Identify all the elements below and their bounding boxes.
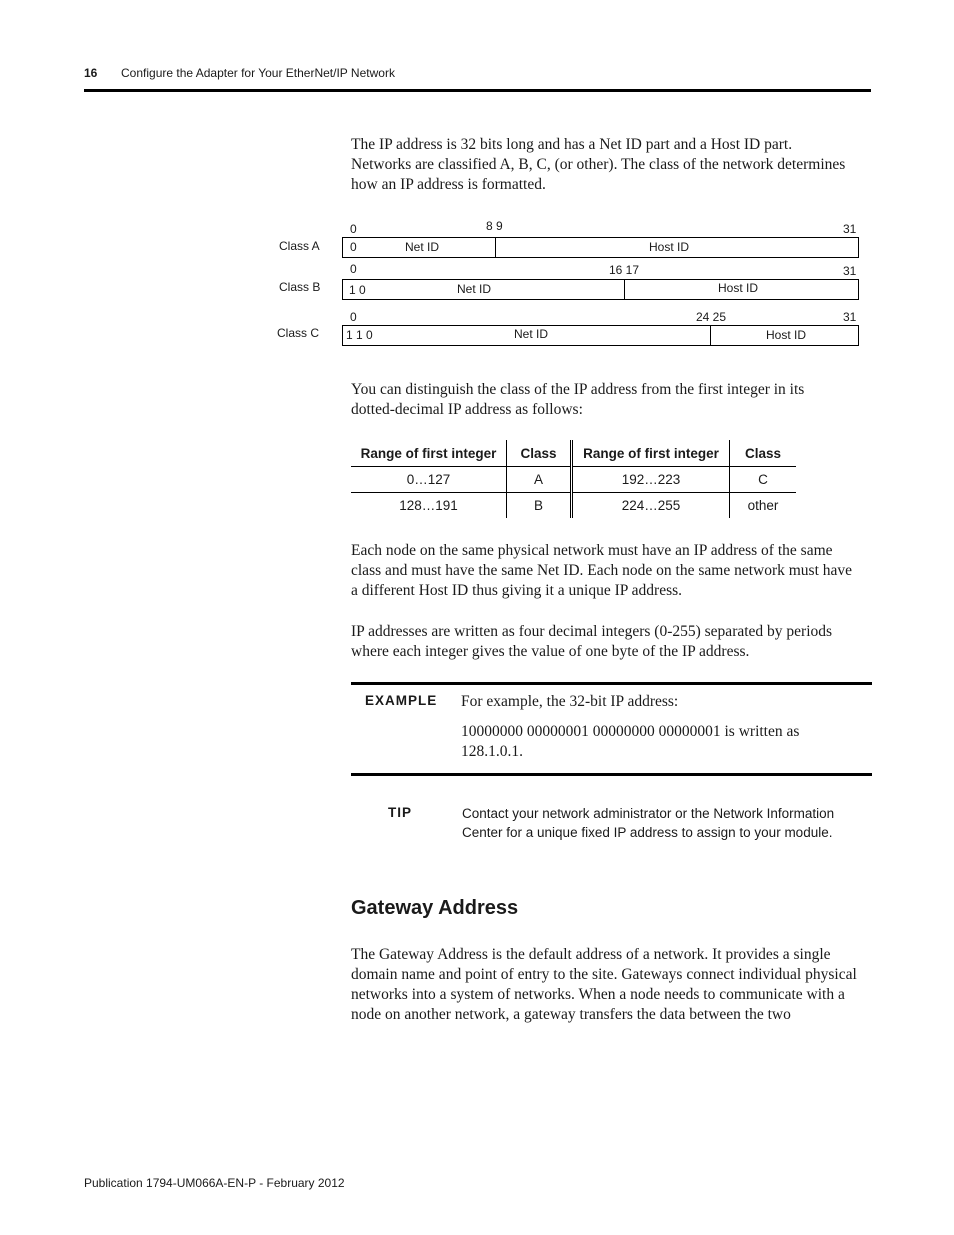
class-a-bit-field	[342, 237, 859, 258]
class-c-prefix: 1 1 0	[346, 328, 373, 342]
distinguish-paragraph	[351, 380, 871, 420]
text-line: The IP address is 32 bits long and has a Net ID part and a Host ID part.	[351, 136, 793, 153]
class-c-bit-field	[342, 325, 859, 346]
class-b-divider	[624, 280, 625, 299]
text-line: a different Host ID thus giving it a unique IP address.	[351, 582, 683, 599]
text-line: IP addresses are written as four decimal integers (0-255) separated by periods	[351, 623, 833, 640]
text-line: Networks are classified A, B, C, (or other). The class of the network determines	[351, 156, 846, 173]
page-number: 16	[84, 66, 98, 80]
class-c-divider	[710, 326, 711, 345]
table-row	[351, 467, 796, 493]
class-c-end-bit: 31	[843, 310, 857, 324]
text-line: where each integer gives the value of one byte of the IP address.	[351, 643, 750, 660]
table-cell: A	[507, 467, 572, 493]
text-line: Center for a unique fixed IP address to assign to your module.	[462, 825, 833, 840]
class-c-start-bit: 0	[350, 310, 357, 324]
class-a-host-id: Host ID	[649, 240, 690, 254]
running-header-title: Configure the Adapter for Your EtherNet/IP Network	[121, 66, 395, 80]
class-a-divider	[495, 238, 496, 257]
column-header: Range of first integer	[351, 440, 507, 467]
text-line: The Gateway Address is the default address of a network. It provides a single	[351, 946, 831, 963]
class-b-bit-field	[342, 279, 859, 300]
table-header-row	[351, 440, 796, 467]
class-a-prefix: 0	[350, 240, 357, 254]
tip-text	[462, 804, 862, 842]
text-line: node on another network, a gateway transfers the data between the two	[351, 1006, 791, 1023]
class-b-start-bit: 0	[350, 262, 357, 276]
class-b-host-id: Host ID	[718, 281, 759, 295]
node-paragraph	[351, 541, 871, 601]
table-cell: other	[747, 498, 779, 513]
column-header: Class	[507, 440, 572, 467]
class-a-end-bit: 31	[843, 222, 857, 236]
publication-footer: Publication 1794-UM066A-EN-P - February 2012	[84, 1176, 345, 1190]
ip-class-diagram	[0, 0, 954, 360]
tip-label: TIP	[388, 805, 413, 820]
text-line: You can distinguish the class of the IP address from the first integer in its	[351, 381, 805, 398]
text-line: networks into a system of networks. When a node needs to communicate with a	[351, 986, 845, 1003]
class-b-prefix: 1 0	[349, 283, 366, 297]
text-line: class and must have the same Net ID. Each node on the same network must have	[351, 562, 853, 579]
table-cell: B	[507, 493, 572, 519]
section-heading: Gateway Address	[351, 897, 519, 919]
text-line: Contact your network administrator or the Network Information	[462, 806, 835, 821]
class-b-boundary-bits: 16 17	[609, 263, 640, 277]
column-header: Class	[730, 440, 797, 467]
class-c-label: Class C	[277, 326, 320, 340]
table-cell: 192…223	[572, 467, 730, 493]
class-a-boundary-bits: 8 9	[486, 219, 503, 233]
text-line: Each node on the same physical network must have an IP address of the same	[351, 542, 833, 559]
table-cell: 128…191	[351, 493, 507, 519]
example-label: EXAMPLE	[365, 693, 438, 708]
class-a-net-id: Net ID	[405, 240, 440, 254]
example-bottom-rule	[351, 773, 872, 776]
class-b-end-bit: 31	[843, 264, 857, 278]
example-line-2: 10000000 00000001 00000000 00000001 is written as	[461, 723, 800, 740]
class-c-net-id: Net ID	[514, 327, 549, 341]
example-line-1: For example, the 32-bit IP address:	[461, 693, 679, 710]
example-top-rule	[351, 682, 872, 685]
text-line: domain name and point of entry to the site. Gateways connect individual physical	[351, 966, 857, 983]
table-cell: 224…255	[572, 493, 730, 519]
example-line-3: 128.1.0.1.	[461, 743, 523, 760]
class-b-net-id: Net ID	[457, 282, 492, 296]
text-line: dotted-decimal IP address as follows:	[351, 401, 583, 418]
class-c-boundary-bits: 24 25	[696, 310, 727, 324]
ip-format-paragraph	[351, 622, 871, 662]
class-c-host-id: Host ID	[766, 328, 807, 342]
class-b-label: Class B	[279, 280, 321, 294]
table-cell: 0…127	[351, 467, 507, 493]
class-range-table	[351, 440, 796, 518]
table-row	[351, 493, 796, 519]
table-cell: C	[730, 467, 797, 493]
text-line: how an IP address is formatted.	[351, 176, 546, 193]
class-a-start-bit: 0	[350, 222, 357, 236]
class-a-label: Class A	[279, 239, 320, 253]
gateway-paragraph	[351, 945, 871, 1025]
column-header: Range of first integer	[572, 440, 730, 467]
